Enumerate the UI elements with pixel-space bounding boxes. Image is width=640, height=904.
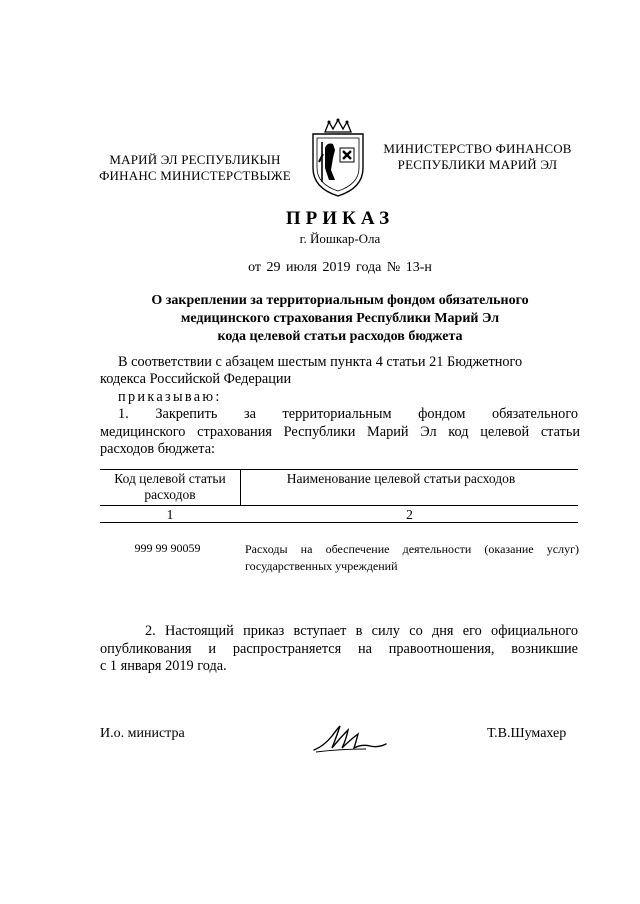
header-right-line1: МИНИСТЕРСТВО ФИНАНСОВ [383, 141, 572, 156]
paragraph-item2-line3: с 1 января 2019 года. [100, 658, 227, 674]
paragraph-item1-line1: 1. Закрепить за территориальным фондом обязательного [118, 406, 578, 422]
paragraph-basis-line2: кодекса Российской Федерации [100, 371, 292, 387]
order-subject [100, 292, 580, 346]
table-header-code [100, 471, 240, 503]
table-header-code-line2: расходов [144, 487, 196, 502]
paragraph-item2-line2: опубликования и распространяется на правоотношения, возникшие [100, 641, 578, 657]
table-row-name: Расходы на обеспечение деятельности (оказание услуг) государственных учреждений [245, 542, 579, 573]
signatory-position: И.о. министра [100, 726, 185, 741]
header-left-line2: ФИНАНС МИНИСТЕРСТВЫЖЕ [99, 168, 291, 183]
table-header-name: Наименование целевой статьи расходов [286, 471, 516, 486]
paragraph-item1-line3: расходов бюджета: [100, 441, 216, 457]
paragraph-item1-line2: медицинского страхования Республики Марий Эл код целевой статьи [100, 424, 580, 440]
document-title: ПРИКАЗ [285, 208, 395, 229]
table-header-bottom-border [100, 505, 578, 506]
subject-line3: кода целевой статьи расходов бюджета [217, 329, 463, 344]
order-date-number: от 29 июля 2019 года № 13-н [248, 260, 432, 275]
table-numbers-bottom-border [100, 522, 578, 523]
paragraph-item2-line1: 2. Настоящий приказ вступает в силу со дня его официального [145, 623, 578, 639]
header-left-line1: МАРИЙ ЭЛ РЕСПУБЛИКЫН [109, 152, 281, 167]
subject-line1: О закреплении за территориальным фондом обязательного [151, 293, 529, 308]
subject-line2: медицинского страхования Республики Марий Эл [180, 311, 500, 326]
table-header-code-line1: Код целевой статьи [114, 471, 226, 486]
paragraph-basis-line1: В соответствии с абзацем шестым пункта 4 статьи 21 Бюджетного [118, 354, 523, 370]
table-row-code: 999 99 90059 [134, 541, 201, 555]
city-name: г. Йошкар-Ола [299, 231, 381, 246]
header-left-ministry [95, 152, 295, 184]
header-right-line2: РЕСПУБЛИКИ МАРИЙ ЭЛ [397, 157, 558, 172]
handwritten-signature-icon [310, 718, 390, 758]
header-right-ministry [380, 141, 575, 173]
table-col1-number: 1 [166, 507, 174, 522]
signatory-name: Т.В.Шумахер [487, 726, 567, 741]
table-col2-number: 2 [406, 507, 413, 522]
paragraph-order-word: приказываю: [118, 389, 222, 405]
coat-of-arms-icon [305, 118, 371, 198]
table-top-border [100, 469, 578, 470]
